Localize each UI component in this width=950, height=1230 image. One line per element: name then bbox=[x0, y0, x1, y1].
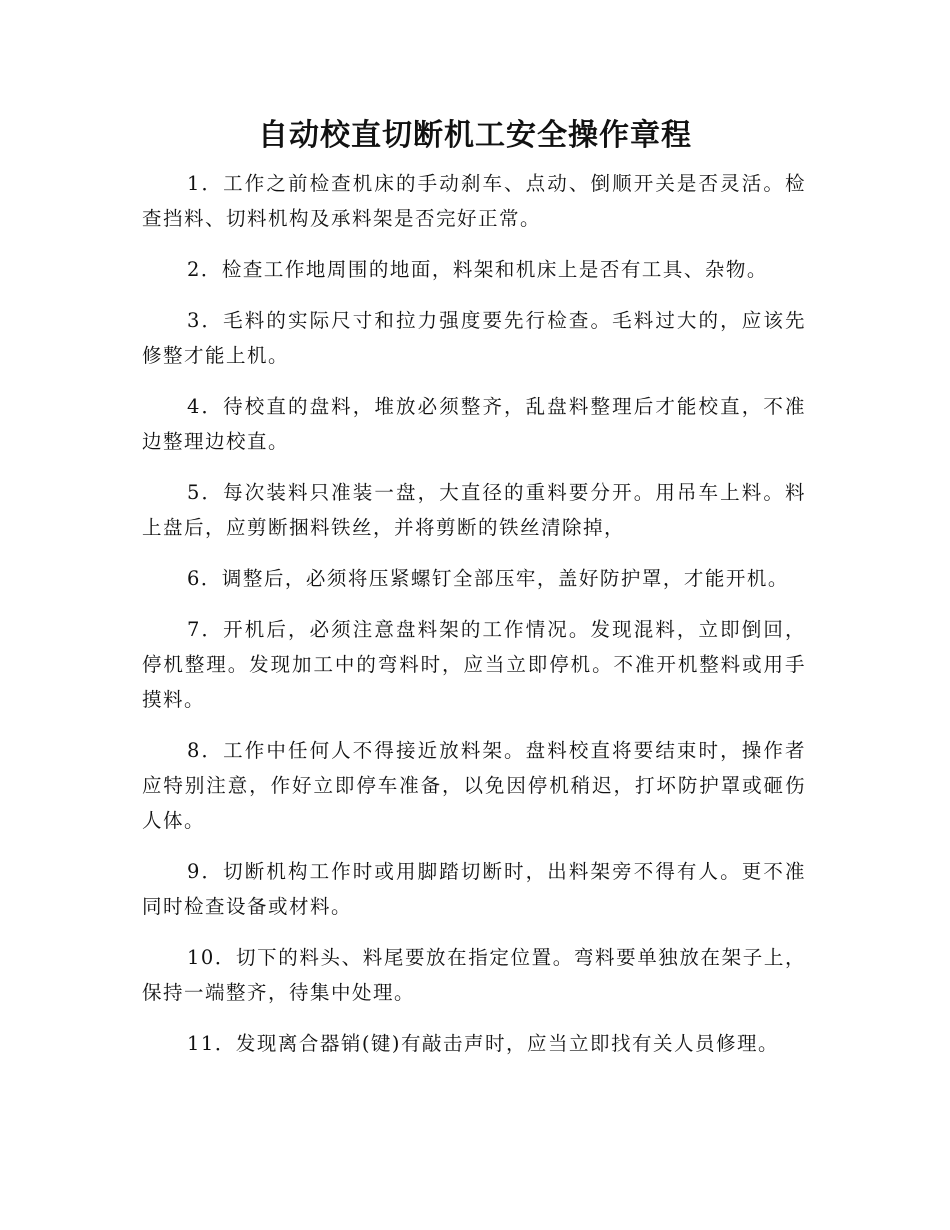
paragraph-10: 10．切下的料头、料尾要放在指定位置。弯料要单独放在架子上，保持一端整齐，待集中处理。 bbox=[142, 946, 806, 1004]
paragraph-3: 3．毛料的实际尺寸和拉力强度要先行检查。毛料过大的，应该先修整才能上机。 bbox=[142, 309, 806, 367]
paragraph-4: 4．待校直的盘料，堆放必须整齐，乱盘料整理后才能校直，不准边整理边校直。 bbox=[142, 395, 806, 453]
paragraph-8: 8．工作中任何人不得接近放料架。盘料校直将要结束时，操作者应特别注意，作好立即停车准备，以免因停机稍迟，打坏防护罩或砸伤人体。 bbox=[142, 739, 806, 832]
paragraph-11: 11．发现离合器销(键)有敲击声时，应当立即找有关人员修理。 bbox=[187, 1032, 780, 1055]
document-title: 自动校直切断机工安全操作章程 bbox=[258, 118, 692, 153]
document-body bbox=[142, 166, 806, 1077]
paragraph-5: 5．每次装料只准装一盘，大直径的重料要分开。用吊车上料。料上盘后，应剪断捆料铁丝，并将剪断的铁丝清除掉， bbox=[142, 481, 806, 539]
paragraph-6: 6．调整后，必须将压紧螺钉全部压牢，盖好防护罩，才能开机。 bbox=[187, 567, 789, 590]
paragraph-9: 9．切断机构工作时或用脚踏切断时，出料架旁不得有人。更不准同时检查设备或材料。 bbox=[142, 860, 806, 918]
paragraph-2: 2．检查工作地周围的地面，料架和机床上是否有工具、杂物。 bbox=[187, 258, 768, 281]
paragraph-7: 7．开机后，必须注意盘料架的工作情况。发现混料，立即倒回，停机整理。发现加工中的弯料时，应当立即停机。不准开机整料或用手摸料。 bbox=[142, 618, 806, 711]
paragraph-1: 1．工作之前检查机床的手动刹车、点动、倒顺开关是否灵活。检查挡料、切料机构及承料架是否完好正常。 bbox=[142, 172, 806, 230]
